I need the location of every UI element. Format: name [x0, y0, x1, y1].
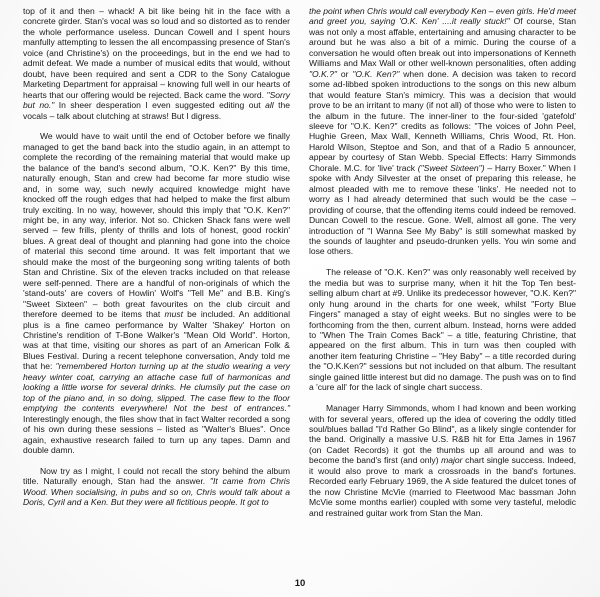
text-run: be included. An additional plus is a fine cameo performance by Walter 'Shakey' Horton on Christine's rendition of T-Bone Walker's "Mean Old World". Horton, was at that time, visiting our shores as part of an American Folk & Blues Festival. During a recent telephone conversation, Andy told me that he:: [23, 309, 290, 372]
italic-text: "O.K. Ken?": [352, 68, 400, 79]
left-column: [23, 6, 290, 508]
italic-text: "O.K.?": [309, 68, 337, 79]
text-run: In sheer desperation I even suggested editing out: [54, 100, 266, 111]
paragraph: [309, 6, 576, 257]
paragraph: [23, 131, 290, 455]
italic-text: major: [441, 455, 463, 466]
text-run: chart single success. Indeed, it would also prove to mark a crossroads in the band's fortunes. Recorded early February 1969, the A side featured the dulcet tones of the now Christine McVie (married to Fleetwood Mac bassman John McVie some months earlier) coupled with some very tasteful, melodic and restrained guitar work from Stan the Man.: [309, 455, 576, 518]
text-run: top of it and then – whack! A bit like being hit in the face with a concrete girder. Stan's vocal was so loud and so distorted as to render the whole performance useless. Duncan Cowell and I spent hours manfully attempting to lessen the all encompassing presence of Stan's voice (and Christine's) on the proceedings, but in the end we had to admit defeat. We made a number of musical edits that would, without doubt, have been required and sent a CDR to the Sony Catalogue Marketing Department for appraisal – knowing full well in our hearts of hearts that our offering would be rejected. Back came the word.: [23, 6, 290, 100]
text-run: Now try as I might, I could not recall the story behind the album title. Naturally enough, Stan had the answer.: [23, 465, 290, 487]
italic-text: all: [265, 100, 274, 111]
paragraph: [309, 267, 576, 392]
text-run: Of course, Stan was not only a most affable, entertaining and amusing character to be around but he was also a bit of a mimic. During the course of a conversation he would often break out into impersonations of Kenneth Williams and Max Wall or other well-known personalities, often adding: [309, 16, 576, 69]
paragraph: [23, 466, 290, 508]
text-run: the vocals – talk about clutching at straws! But I digress.: [23, 100, 290, 121]
text-run: The release of "O.K. Ken?" was only reasonably well received by the media but was to surprise many, when it hit the Top Ten best-selling album chart at #9. Unlike its predecessor however, "O.K. Ken?" only hung around in the charts for one week, whilst "Forty Blue Fingers" managed a stay of eight weeks. But no singles were to be forthcoming from the then, current album. Instead, horns were added to "When The Train Comes Back" – a title, featuring Christine, that appeared on the first album. This in turn was then coupled with another item featuring Christine – "Hey Baby" – a title recorded during the "O.K.Ken?" sessions but not included on that album. The resultant single gained little interest but did no damage. The push was on to find a 'cure all' for the lack of single chart success.: [309, 267, 576, 393]
text-run: We would have to wait until the end of October before we finally managed to get the band back into the studio again, in an attempt to complete the recording of the remaining material that would make up the balance of the band's second album, "O.K. Ken?" By this time, naturally enough, Stan and crew had become far more studio wise and, in some way, such newly acquired knowledge might have knocked off the rough edges that had helped to make the first album truly exciting. In no way, however, should this imply that "O.K. Ken?" might be, in any way, inferior. Not so. Chicken Shack fans were well served – few frills, plenty of thrills and lots of honest, good rockin' blues. A great deal of thought and planning had gone into the choice of material this second time around. It was felt important that we should make the most of the burgeoning song writing talents of both Stan and Christine. Six of the eleven tracks included on that release were self-penned. There are a handful of non-originals of which the 'stand-outs' are covers of Howlin' Wolf's "Tell Me" and B.B. King's "Sweet Sixteen" – both great favourites on the club circuit and therefore deemed to be items that: [23, 131, 290, 320]
text-run: – Harry Boxer." When I spoke with Andy Silvester at the onset of preparing this release, he almost pleaded with me to remove these 'links'. He needed not to worry as I had already determined that such would be the case – providing of course, that the offending items could indeed be removed. Duncan Cowell to the rescue. Gone. Well, almost all gone. The very introduction of "I Wanna See My Baby" is still somewhat masked by the sounds of laughter and pseudo-drunken yells. You win some and lose others.: [309, 162, 576, 257]
italic-text: "Sorry but no.": [23, 89, 290, 111]
text-run: when done. A decision was taken to record some ad-libbed spoken introductions to the songs on this new album that would feature Stan's mimicry. This was a decision that would prove to be an irritant to many (if not all) of those who were to listen to the album in the future. The inner-liner to the four-sided 'gatefold' sleeve for "O.K. Ken?" credits as follows:: [309, 68, 576, 131]
italic-text: "It came from Chris Wood. When socialising, in pubs and so on, Chris would talk about a Doris, Cyril and a Ken. But they were all fictitious people. It got to: [23, 476, 290, 508]
italic-text: "remembered Horton turning up at the studio wearing a very heavy winter coat, carrying an attache case full of harmonicas and looking a little worse for several drinks. He clumsily put the case on top of the piano and, in so doing, slipped. The case flew to the floor emptying the contents everywhere! Not the best of entrances.": [23, 361, 290, 414]
paragraph: [23, 6, 290, 121]
text-run: or: [336, 68, 353, 79]
italic-text: must: [164, 309, 183, 320]
page-number: 10: [294, 578, 306, 589]
right-column: [309, 6, 576, 518]
text-run: "The voices of John Peel, Hughie Green, Max Wall, Kenneth Williams, Chris Wood, Rt. Hon. Harold Wilson, Steptoe and Son, and that of a Radio 5 announcer, appear by courtesy of Stan Webb. Special Effects: Harry Simmonds Chorale. M.C. for 'live' track: [309, 120, 576, 173]
italic-text: the point when Chris would call everybody Ken – even girls. He'd meet and greet you, saying 'O.K. Ken' ....it really stuck!": [309, 6, 576, 27]
text-run: Manager Harry Simmonds, whom I had known and been working with for several years, offered up the idea of covering the oddly titled soul/blues ballad "I'd Rather Go Blind", as a likely single contender for the band. Originally a massive U.S. R&B hit for Etta James in 1967 (on Cadet Records) it got the thumbs up all around and was to become the band's first (and only): [309, 403, 576, 466]
text-run: Interestingly enough, the files show that in fact Walter recorded a song of his own during these sessions – listed as "Walter's Blues". Once again, exhaustive research failed to turn up any tapes. Damn and double damn.: [23, 413, 290, 455]
italic-text: ("Sweet Sixteen"): [417, 162, 485, 173]
paragraph: [309, 403, 576, 518]
